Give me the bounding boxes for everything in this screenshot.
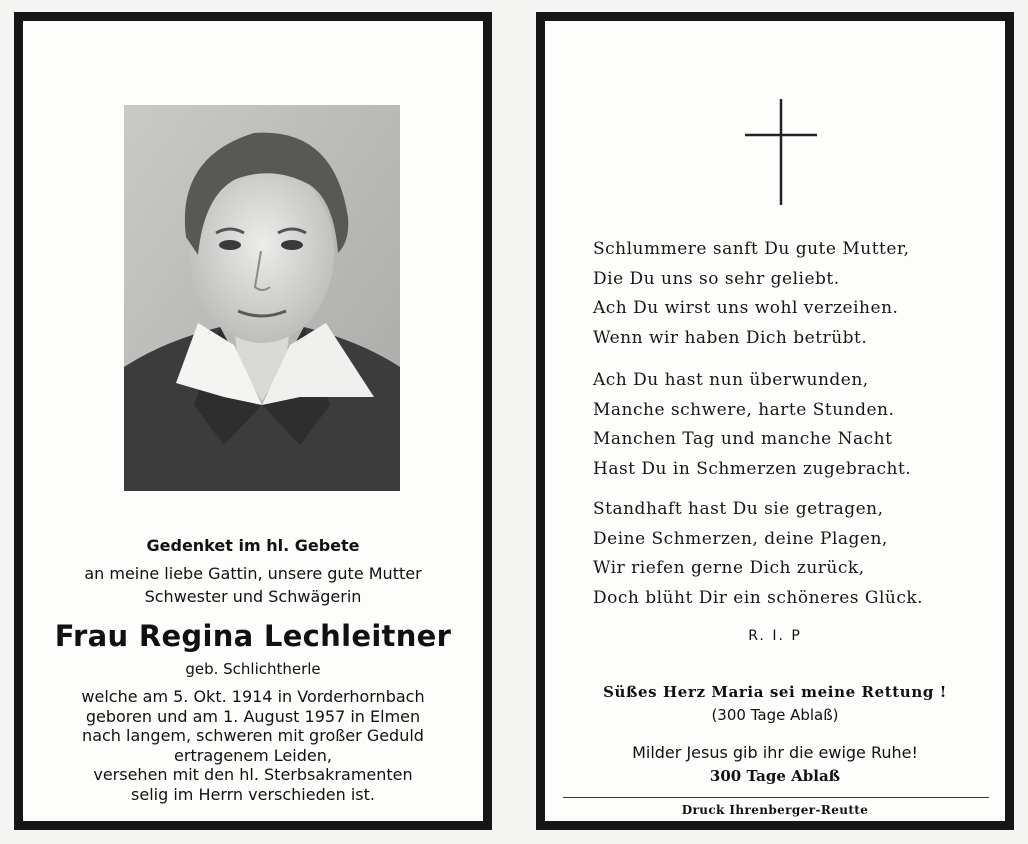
cross-icon	[741, 97, 821, 207]
poem-line: Die Du uns so sehr geliebt.	[593, 268, 840, 289]
memorial-card-back	[536, 12, 1014, 830]
poem-line: Wir riefen gerne Dich zurück,	[593, 558, 865, 578]
bio-line: nach langem, schweren mit großer Geduld	[82, 726, 424, 745]
intro-line-1: an meine liebe Gattin, unsere gute Mutter	[84, 564, 422, 583]
poem-line: Deine Schmerzen, deine Plagen,	[593, 528, 888, 549]
poem-line: Ach Du hast nun überwunden,	[593, 370, 869, 390]
poem-stanza-1	[593, 235, 1003, 353]
deceased-name: Frau Regina Lechleitner	[54, 619, 452, 653]
intro-line-2: Schwester und Schwägerin	[144, 587, 362, 606]
poem-line: Ach Du wirst uns wohl verzeihen.	[593, 298, 899, 318]
bio-line: welche am 5. Okt. 1914 in Vorderhornbach	[81, 687, 425, 706]
prayer-1: Süßes Herz Maria sei meine Rettung !	[603, 683, 947, 701]
bio-line: geboren und am 1. August 1957 in Elmen	[85, 706, 421, 726]
bio-line: selig im Herrn verschieden ist.	[131, 784, 375, 804]
divider	[563, 797, 989, 798]
indulgence-1: (300 Tage Ablaß)	[711, 706, 839, 724]
poem-line: Standhaft hast Du sie getragen,	[593, 499, 884, 519]
poem-line: Manche schwere, harte Stunden.	[593, 399, 895, 420]
indulgence-2: 300 Tage Ablaß	[709, 767, 841, 785]
prayer-2: Milder Jesus gib ihr die ewige Ruhe!	[632, 743, 918, 762]
memorial-card-front	[14, 12, 492, 830]
poem-line: Hast Du in Schmerzen zugebracht.	[593, 458, 912, 479]
poem-line: Schlummere sanft Du gute Mutter,	[593, 239, 910, 259]
poem-stanza-3	[593, 495, 1003, 613]
maiden-name: geb. Schlichtherle	[185, 660, 321, 678]
poem-stanza-2	[593, 366, 1003, 484]
poem-line: Wenn wir haben Dich betrübt.	[593, 327, 868, 348]
heading: Gedenket im hl. Gebete	[146, 536, 360, 555]
poem-line: Manchen Tag und manche Nacht	[593, 429, 893, 449]
printer-credit: Druck Ihrenberger-Reutte	[681, 803, 869, 817]
portrait-photo	[124, 105, 400, 491]
bio-line: ertragenem Leiden,	[174, 745, 332, 765]
poem-line: Doch blüht Dir ein schöneres Glück.	[593, 587, 924, 608]
bio-line: versehen mit den hl. Sterbsakramenten	[93, 765, 413, 784]
rip-text: R. I. P	[748, 628, 802, 644]
biography	[23, 687, 483, 804]
